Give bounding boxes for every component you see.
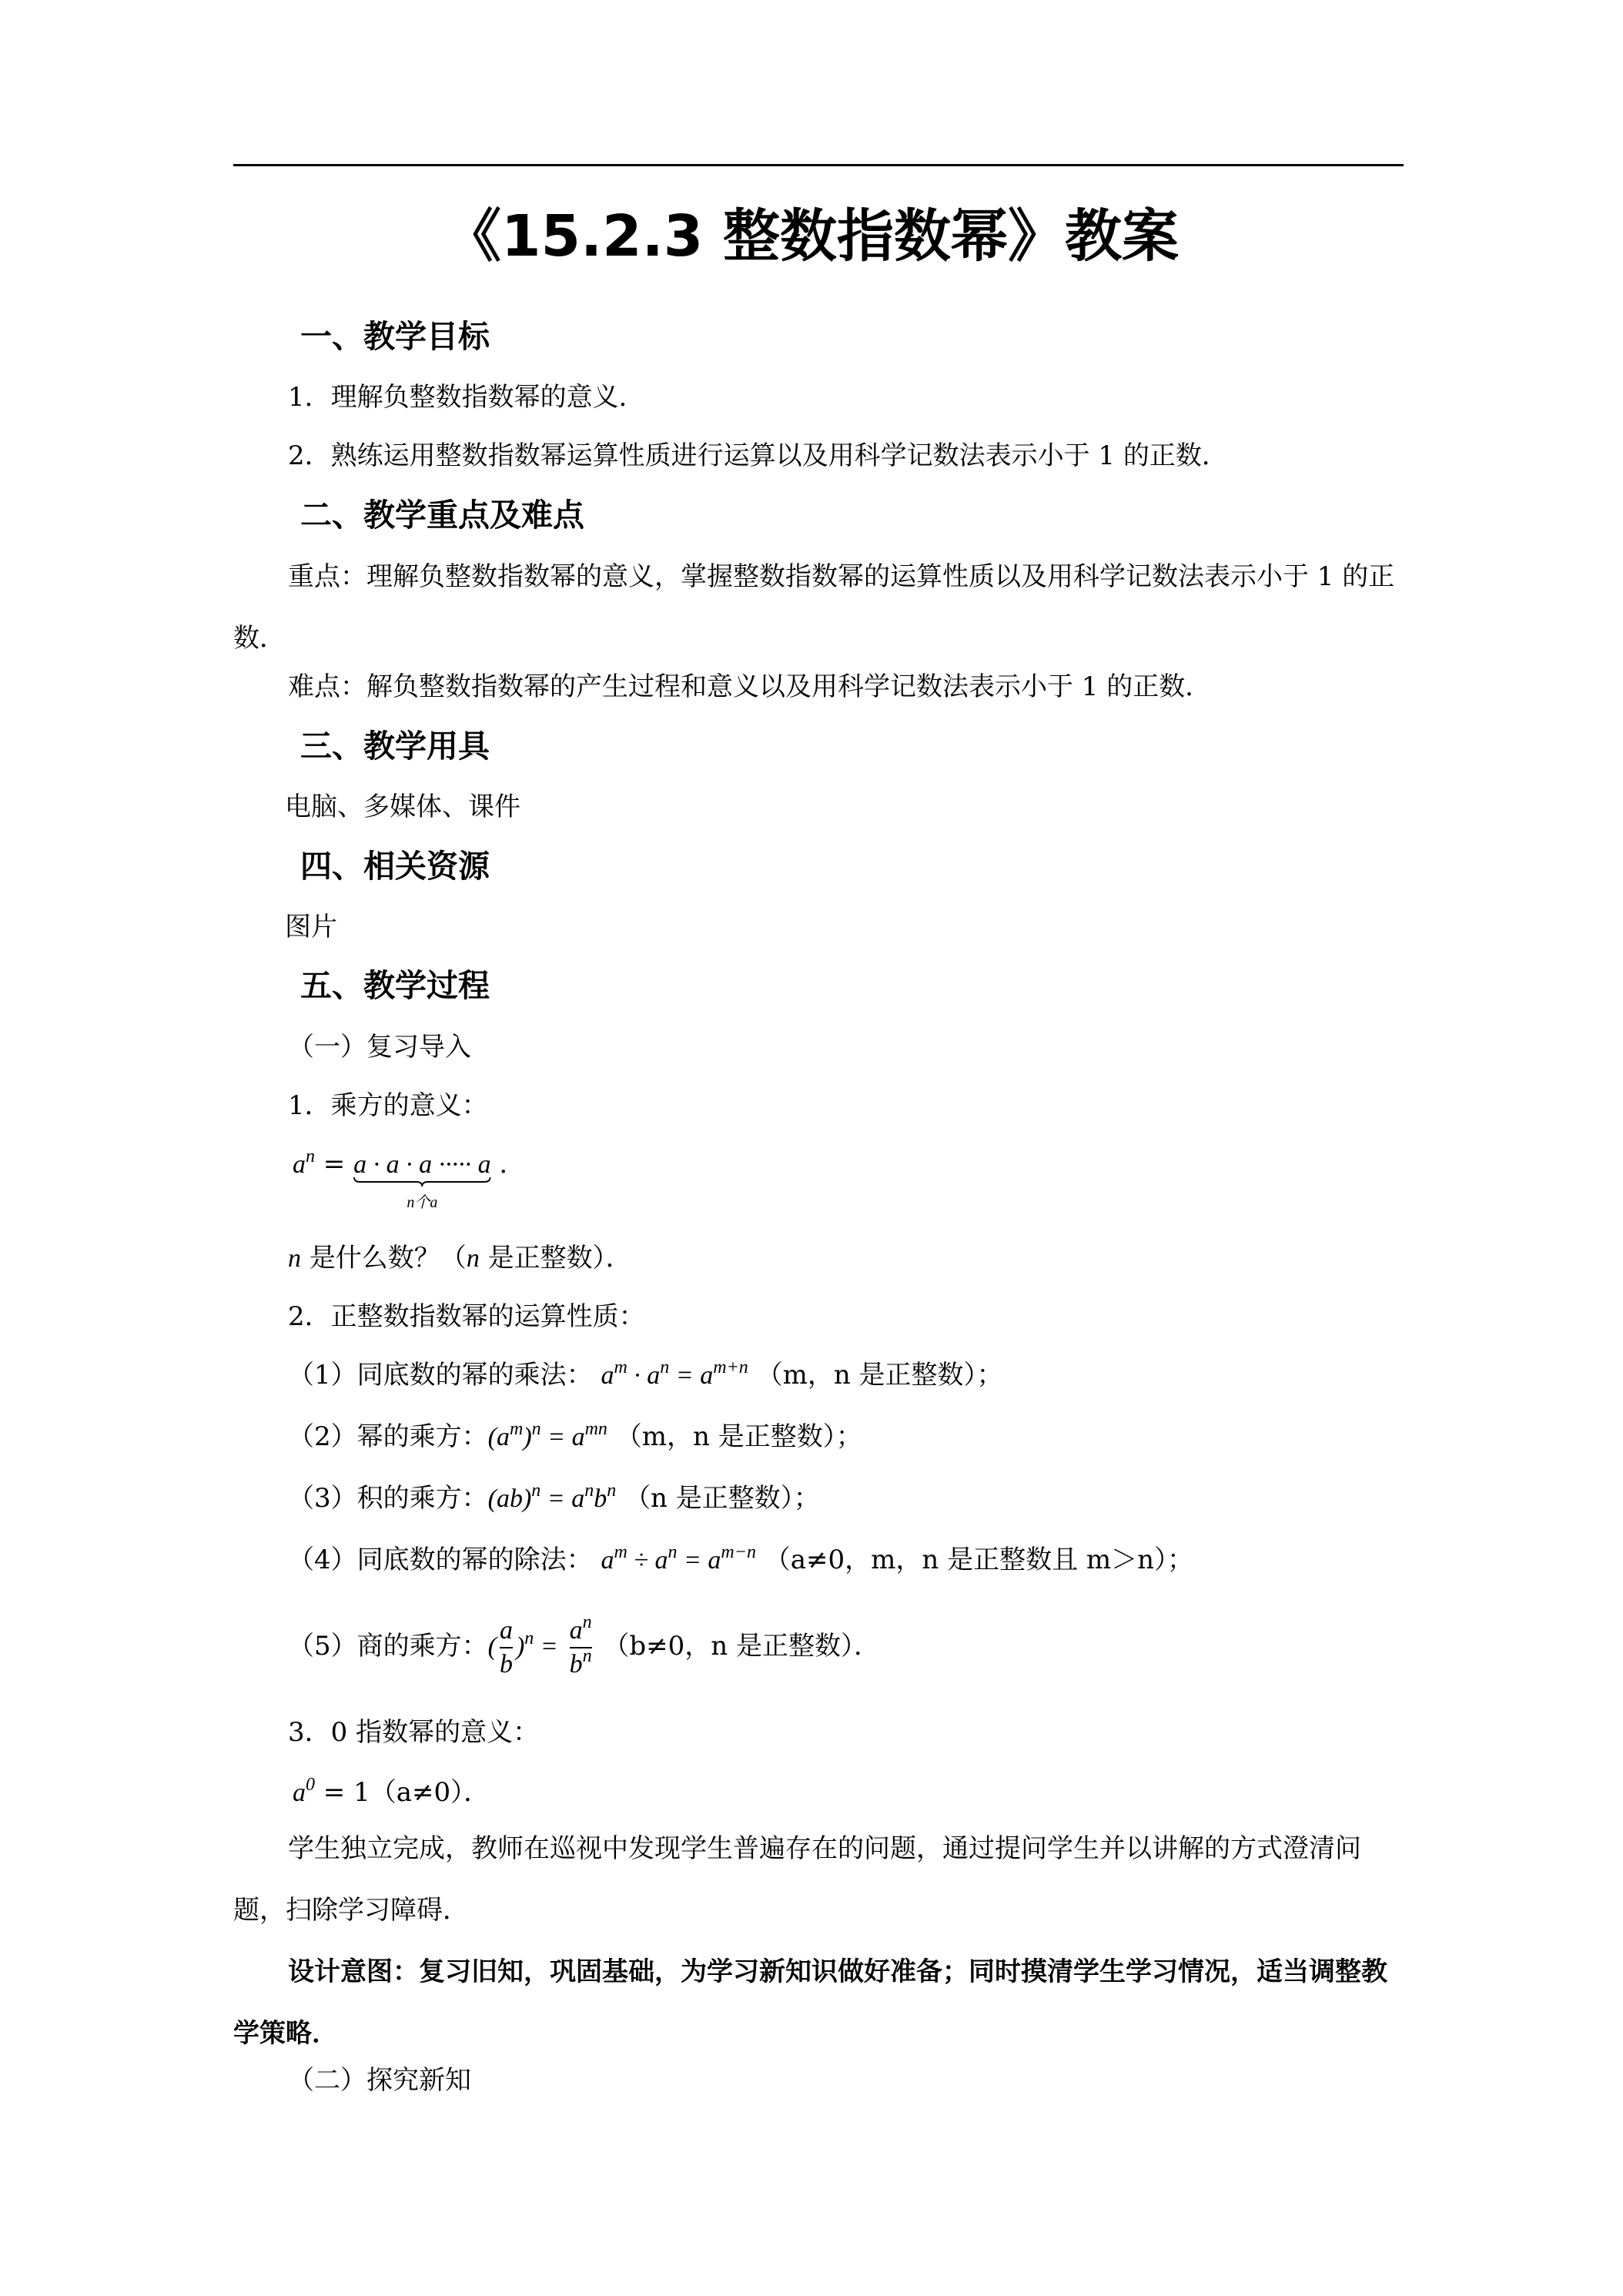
resources-text: 图片	[285, 912, 337, 942]
rule-power-of-power: （2）幂的乘方：$(a^m)^n = a^{mn}$ （m，n 是正整数）；	[288, 1419, 862, 1452]
underbrace-label: n个a	[407, 1194, 438, 1211]
section-heading-tools: 三、教学用具	[300, 728, 490, 765]
zero-exponent-formula: $a^0 = 1(a\ne 0)$．	[293, 1775, 490, 1808]
goal-item: 1．理解负整数指数幂的意义．	[288, 382, 645, 413]
rule-power-of-quotient: （5）商的乘方：( $\frac{a}{b}$ )$^n$ = $\frac{a^n}{b^n}$ （b≠0，n 是正整数）．	[288, 1611, 880, 1682]
section-heading-goals: 一、教学目标	[300, 318, 490, 355]
rule-product-same-base: （1）同底数的幂的乘法： $a^m \cdot a^n = a^{m+n}$ （m，n 是正整数）；	[288, 1357, 1003, 1391]
rule-quotient-same-base: （4）同底数的幂的除法： $a^m \div a^n = a^{m-n}$ （a≠0，m，n 是正整数且 m＞n）；	[288, 1542, 1194, 1575]
section-heading-resources: 四、相关资源	[300, 848, 490, 885]
goal-item: 2．熟练运用整数指数幂运算性质进行运算以及用科学记数法表示小于 1 的正数．	[288, 440, 1228, 471]
design-intent-paragraph: 设计意图：复习旧知，巩固基础，为学习新知识做好准备；同时摸清学生学习情况，适当调整教学策略．	[233, 1956, 1387, 2049]
header-rule	[233, 164, 1404, 166]
n-question: n 是什么数？（n 是正整数）．	[288, 1243, 632, 1274]
power-rules-item: 2．正整数指数幂的运算性质：	[288, 1301, 645, 1332]
part-review-heading: （一）复习导入	[288, 1032, 471, 1063]
student-work-paragraph: 学生独立完成，教师在巡视中发现学生普遍存在的问题，通过提问学生并以讲解的方式澄清问题，扫除学习障碍．	[233, 1833, 1361, 1926]
power-meaning-item: 1．乘方的意义：	[288, 1090, 488, 1121]
section-heading-key-points: 二、教学重点及难点	[300, 497, 584, 534]
page-title: 《15.2.3 整数指数幂》教案	[444, 203, 1179, 269]
rule-power-of-product: （3）积的乘方：$(ab)^n = a^nb^n$ （n 是正整数）；	[288, 1481, 820, 1514]
key-point-paragraph: 重点：理解负整数指数幂的意义，掌握整数指数幂的运算性质以及用科学记数法表示小于 1 的正数．	[233, 561, 1395, 654]
tools-text: 电脑、多媒体、课件	[285, 792, 520, 822]
power-definition-formula: $a^n = a \cdot a \cdot a$ ····· a n个a .	[293, 1146, 507, 1183]
part-explore-heading: （二）探究新知	[288, 2065, 471, 2096]
section-heading-process: 五、教学过程	[300, 967, 490, 1004]
zero-exponent-item: 3．0 指数幂的意义：	[288, 1717, 540, 1748]
difficult-point-paragraph: 难点：解负整数指数幂的产生过程和意义以及用科学记数法表示小于 1 的正数．	[288, 671, 1212, 702]
